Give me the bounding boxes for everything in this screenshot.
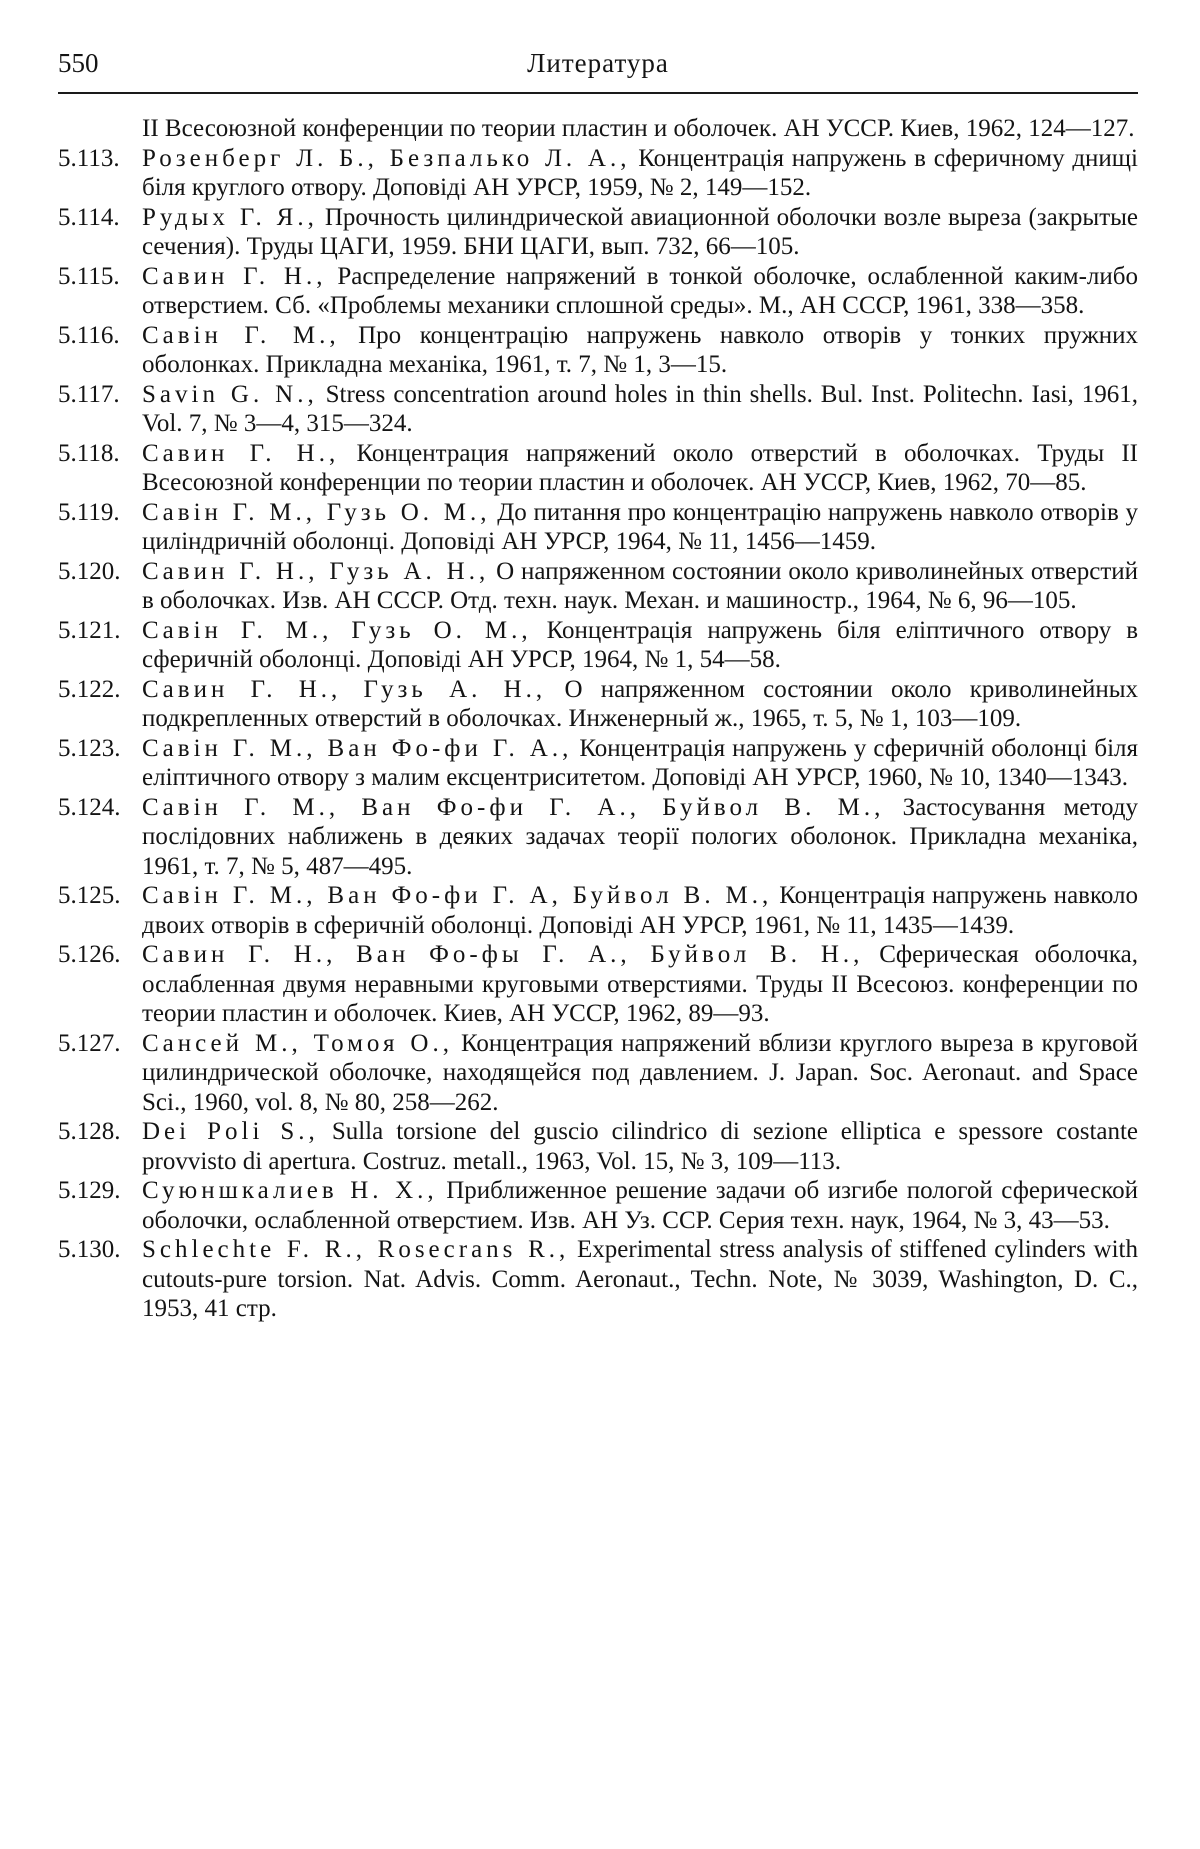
reference-number: 5.128. bbox=[58, 1118, 121, 1145]
reference-authors: Савин Г. Н., Ван Фо-фы Г. А., Буйвол В. Н., bbox=[142, 941, 864, 968]
page-header bbox=[58, 48, 1138, 88]
reference-entry bbox=[58, 1117, 1138, 1176]
reference-text: Концентрація напружень навколо двоих отворів в сферичній оболонці. Доповіді АН УРСР, 1961, № 11, 1435—1439. bbox=[142, 882, 1138, 939]
reference-continuation bbox=[58, 114, 1138, 144]
reference-entry bbox=[58, 439, 1138, 498]
reference-text: Приближенное решение задачи об изгибе пологой сферической оболочки, ослабленной отверстием. Изв. АН Уз. ССР. Серия техн. наук, 1964, № 3, 43—53. bbox=[142, 1177, 1139, 1234]
reference-text: Про концентрацію напружень навколо отворів у тонких пружних оболонках. Прикладна механіка, 1961, т. 7, № 1, 3—15. bbox=[142, 321, 1139, 378]
reference-number: 5.123. bbox=[58, 734, 121, 762]
reference-text: Stress concentration around holes in thin shells. Bul. Inst. Politechn. Iasi, 1961, Vol. 7, № 3—4, 315—324. bbox=[142, 380, 1138, 437]
reference-entry bbox=[58, 557, 1138, 616]
reference-number: 5.126. bbox=[58, 941, 121, 968]
reference-number: 5.130. bbox=[58, 1236, 121, 1263]
reference-entry bbox=[58, 1029, 1138, 1118]
reference-authors: Розенберг Л. Б., Безпалько Л. А., bbox=[142, 144, 631, 172]
reference-entry bbox=[58, 144, 1138, 203]
reference-authors: Савін Г. М., Ван Фо-фи Г. А., Буйвол В. М., bbox=[142, 793, 885, 821]
reference-authors: Савин Г. Н., Гузь А. Н., bbox=[142, 675, 547, 703]
reference-number: 5.119. bbox=[58, 498, 120, 526]
reference-text: II Всесоюзной конференции по теории пластин и оболочек. АН УССР. Киев, 1962, 124—127. bbox=[142, 115, 1135, 142]
reference-authors: Савін Г. М., bbox=[142, 321, 340, 349]
reference-entry bbox=[58, 675, 1138, 734]
reference-entry bbox=[58, 1176, 1138, 1235]
reference-text: Концентрація напружень у сферичній оболонці біля еліптичного отвору з малим ексцентриситетом. Доповіді АН УРСР, 1960, № 10, 1340—1343. bbox=[142, 734, 1138, 791]
reference-entry bbox=[58, 262, 1138, 321]
reference-text: Прочность цилиндрической авиационной оболочки возле выреза (закрытые сечения). Труды ЦАГИ, 1959. БНИ ЦАГИ, вып. 732, 66—105. bbox=[142, 203, 1139, 260]
reference-authors: Савін Г. М., Ван Фо-фи Г. А, Буйвол В. М., bbox=[142, 882, 773, 909]
reference-number: 5.122. bbox=[58, 675, 121, 703]
reference-authors: Schlechte F. R., Rosecrans R., bbox=[142, 1236, 570, 1263]
reference-authors: Савин Г. Н., bbox=[142, 439, 340, 467]
reference-authors: Савін Г. М., Гузь О. М., bbox=[142, 498, 491, 526]
reference-entry bbox=[58, 380, 1138, 439]
reference-authors: Савин Г. Н., Гузь А. Н., bbox=[142, 557, 490, 585]
reference-entry bbox=[58, 1235, 1138, 1324]
reference-number: 5.114. bbox=[58, 203, 120, 231]
reference-number: 5.118. bbox=[58, 439, 120, 467]
reference-number: 5.116. bbox=[58, 321, 120, 349]
reference-number: 5.125. bbox=[58, 882, 121, 909]
page-number: 550 bbox=[58, 48, 99, 78]
reference-text: Сферическая оболочка, ослабленная двумя неравными круговыми отверстиями. Труды II Всесоюз. конференции по теории пластин и оболочек. Киев, АН УССР, 1962, 89—93. bbox=[142, 941, 1138, 1027]
reference-number: 5.124. bbox=[58, 793, 121, 821]
reference-authors: Savin G. N., bbox=[142, 380, 318, 408]
reference-number: 5.121. bbox=[58, 616, 121, 644]
reference-entry bbox=[58, 321, 1138, 380]
reference-text: Застосування методу послідовних наближень в деяких задачах теорії пологих оболонок. Прикладна механіка, 1961, т. 7, № 5, 487—495. bbox=[142, 793, 1138, 880]
reference-authors: Савін Г. М., Гузь О. М., bbox=[142, 616, 532, 644]
reference-text: Концентрация напряжений около отверстий в оболочках. Труды II Всесоюзной конференции по теории пластин и оболочек. АН УССР, Киев, 1962, 70—85. bbox=[142, 439, 1139, 496]
reference-text: Концентрація напружень біля еліптичного отвору в сферичній оболонці. Доповіді АН УРСР, 1964, № 1, 54—58. bbox=[142, 616, 1139, 673]
running-title: Литература bbox=[527, 48, 669, 78]
reference-entry bbox=[58, 616, 1138, 675]
reference-authors: Рудых Г. Я., bbox=[142, 203, 318, 231]
reference-authors: Dei Poli S., bbox=[142, 1118, 319, 1145]
reference-text: Концентрация напряжений вблизи круглого выреза в круговой цилиндрической оболочке, находящейся под давлением. J. Japan. Soc. Aeronaut. and Space Sci., 1960, vol. 8, № 80, 258—262. bbox=[142, 1029, 1138, 1116]
reference-list bbox=[58, 114, 1138, 1324]
reference-text: Концентрація напружень в сферичному днищі біля круглого отвору. Доповіді АН УРСР, 1959, № 2, 149—152. bbox=[142, 144, 1138, 201]
reference-authors: Суюншкалиев Н. Х., bbox=[142, 1177, 438, 1204]
reference-entry bbox=[58, 498, 1138, 557]
reference-entry bbox=[58, 793, 1138, 882]
header-rule bbox=[58, 92, 1138, 94]
reference-number: 5.127. bbox=[58, 1029, 121, 1057]
reference-text: О напряженном состоянии около криволинейных отверстий в оболочках. Изв. АН СССР. Отд. техн. наук. Механ. и машиностр., 1964, № 6, 96—105. bbox=[142, 557, 1138, 614]
reference-number: 5.117. bbox=[58, 380, 120, 408]
reference-entry bbox=[58, 940, 1138, 1029]
reference-text: Sulla torsione del guscio cilindrico di sezione elliptica e spessore costante provvisto di apertura. Costruz. metall., 1963, Vol. 15, № 3, 109—113. bbox=[142, 1118, 1139, 1175]
reference-text: До питання про концентрацію напружень навколо отворів у циліндричній оболонці. Доповіді АН УРСР, 1964, № 11, 1456—1459. bbox=[142, 498, 1139, 555]
reference-authors: Сансей М., Томоя О., bbox=[142, 1029, 453, 1057]
reference-authors: Савін Г. М., Ван Фо-фи Г. А., bbox=[142, 734, 573, 762]
reference-authors: Савин Г. Н., bbox=[142, 262, 327, 290]
reference-text: Experimental stress analysis of stiffened cylinders with cutouts-pure torsion. Nat. Advis. Comm. Aeronaut., Techn. Note, № 3039, Washington, D. C., 1953, 41 стр. bbox=[142, 1236, 1138, 1322]
reference-text: О напряженном состоянии около криволинейных подкрепленных отверстий в оболочках. Инженерный ж., 1965, т. 5, № 1, 103—109. bbox=[142, 675, 1138, 732]
reference-text: Распределение напряжений в тонкой оболочке, ослабленной каким-либо отверстием. Сб. «Проблемы механики сплошной среды». М., АН СССР, 1961, 338—358. bbox=[142, 262, 1138, 319]
reference-entry bbox=[58, 734, 1138, 793]
reference-entry bbox=[58, 203, 1138, 262]
reference-number: 5.113. bbox=[58, 144, 120, 172]
reference-entry bbox=[58, 881, 1138, 940]
reference-number: 5.129. bbox=[58, 1177, 121, 1204]
reference-number: 5.120. bbox=[58, 557, 121, 585]
reference-number: 5.115. bbox=[58, 262, 120, 290]
